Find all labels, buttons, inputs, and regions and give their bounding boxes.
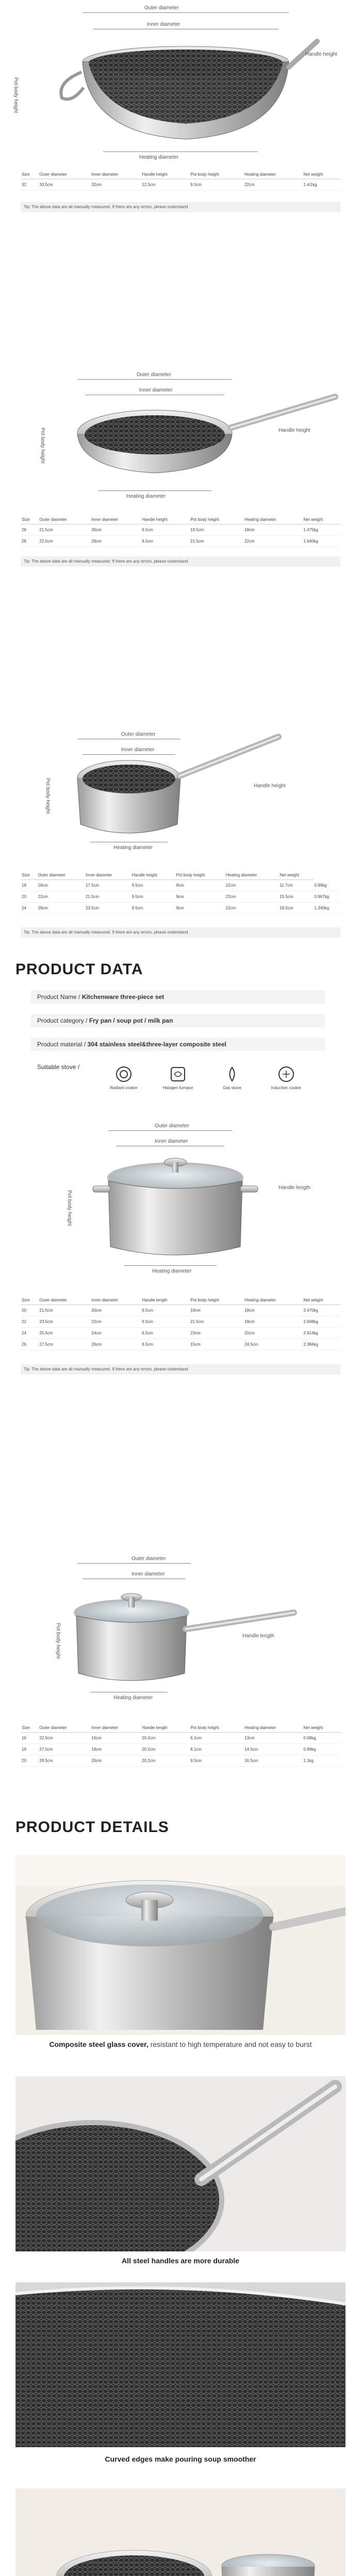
table-cell: 17.5cm	[85, 880, 131, 891]
detail-caption-3	[0, 2455, 361, 2463]
table-cell: 20	[21, 1755, 38, 1767]
table-header-cell: Handle length	[141, 1296, 189, 1305]
table-header-cell: Heating diameter	[243, 170, 302, 179]
table-header-cell: Heating diameter	[243, 1723, 302, 1733]
gas-stove-icon	[223, 1065, 241, 1083]
product4-heating-line	[124, 1265, 217, 1266]
stove-item	[260, 1065, 312, 1090]
table-cell: 9cm	[175, 891, 225, 903]
product2-table-body	[21, 524, 340, 547]
product5-size-table	[21, 1723, 340, 1767]
product1-size-table	[21, 170, 340, 191]
table-header-cell: Inner diameter	[90, 1296, 141, 1305]
stove-item	[206, 1065, 258, 1090]
table-cell: 18cm	[243, 1305, 302, 1316]
table-header-cell: Net weight	[278, 871, 313, 880]
table-cell: 21.5cm	[38, 524, 90, 536]
table-cell: 26	[21, 1339, 38, 1350]
table-cell: 0.967kg	[314, 891, 340, 903]
table-cell: 24cm	[90, 1328, 141, 1339]
table-cell: 24	[21, 903, 37, 914]
table-cell: 20cm	[90, 1305, 141, 1316]
product4-outer-line	[108, 1130, 232, 1131]
table-cell: 32	[21, 179, 38, 191]
product3-table-body	[21, 880, 340, 914]
product-material-row: Product material / 304 stainless steel&three-layer composite steel	[31, 1038, 325, 1051]
product2-outer-line	[77, 379, 232, 380]
table-cell: 16	[21, 1733, 38, 1744]
product1-handle-height-label: Handle height	[305, 52, 337, 57]
table-cell: 2.384kg	[302, 1339, 340, 1350]
table-header-cell: Inner diameter	[90, 515, 141, 524]
table-cell: 16cm	[90, 1733, 141, 1744]
table-cell: 26	[21, 524, 38, 536]
table-row	[21, 1339, 340, 1350]
product3-handle-height-label: Handle height	[254, 783, 286, 789]
product-category-value: Fry pan / soup pot / milk pan	[89, 1017, 173, 1024]
product-material-value: 304 stainless steel&three-layer composite steel	[87, 1041, 226, 1048]
table-cell: 26cm	[90, 1339, 141, 1350]
table-row	[21, 1744, 340, 1755]
table-header-cell: Handle length	[141, 1723, 189, 1733]
product4-outer-diameter-label: Outer diameter	[155, 1123, 189, 1129]
table-cell: 19.5cm	[189, 524, 243, 536]
table-cell: 11.7cm	[278, 880, 313, 891]
table-cell: 21.5cm	[189, 1316, 243, 1328]
table-cell: 32cm	[90, 179, 141, 191]
stove-name: Radiant cooker	[110, 1086, 138, 1090]
detail-photo-mirror-polished	[15, 2488, 346, 2576]
product1-table-body	[21, 179, 340, 191]
detail-caption-3-bold: Curved edges make pouring soup smoother	[105, 2455, 256, 2463]
table-header-cell: Pot body height	[175, 871, 225, 880]
table-row	[21, 891, 340, 903]
product-category-row: Product category / Fry pan / soup pot / milk pan	[31, 1014, 325, 1027]
table-cell: 9.5cm	[189, 1755, 243, 1767]
table-cell: 18cm	[243, 1316, 302, 1328]
product5-outer-diameter-label: Outer diameter	[132, 1556, 166, 1562]
table-header-cell: Outer diameter	[38, 170, 90, 179]
table-cell: 20	[21, 891, 37, 903]
table-cell: 28.5cm	[38, 1755, 90, 1767]
table-cell: 22cm	[225, 880, 279, 891]
table-cell: 22	[21, 1316, 38, 1328]
table-cell: 25.5cm	[38, 1328, 90, 1339]
table-cell: 2.698kg	[302, 1316, 340, 1328]
detail-caption-1-rest: resistant to high temperature and not easy to burst	[148, 2040, 312, 2048]
table-cell: 9cm	[175, 880, 225, 891]
product1-heating-diameter-label: Heating diameter	[139, 155, 179, 160]
table-header-cell: Size	[21, 1296, 38, 1305]
table-header-cell: Inner diameter	[90, 170, 141, 179]
product-data-title: PRODUCT DATA	[15, 961, 143, 978]
table-cell: 23.5cm	[85, 903, 131, 914]
product3-heating-diameter-label: Heating diameter	[113, 845, 153, 851]
table-cell: 6.5cm	[141, 1316, 189, 1328]
table-header-cell: Net weight	[302, 1296, 340, 1305]
product1-table-header	[21, 170, 340, 179]
table-header-cell: Heating diameter	[225, 871, 279, 880]
product2-heating-diameter-label: Heating diameter	[126, 494, 166, 499]
table-header-cell: Heating diameter	[243, 515, 302, 524]
product5-table-body	[21, 1733, 340, 1767]
table-row	[21, 179, 340, 191]
table-cell: 1.1kg	[302, 1755, 340, 1767]
table-cell: 20.2cm	[141, 1755, 189, 1767]
table-cell: 0.68kg	[302, 1733, 340, 1744]
table-header-cell: Pot body height	[189, 170, 243, 179]
product1-inner-diameter-label: Inner diameter	[147, 22, 180, 27]
product4-size-table	[21, 1296, 340, 1350]
frying-pan-illustration	[57, 392, 346, 495]
product3-table-header	[21, 871, 340, 880]
suitable-stove-label: Suitable stove	[37, 1063, 76, 1071]
table-cell: 19cm	[189, 1305, 243, 1316]
table-cell: 6.1cm	[189, 1733, 243, 1744]
product-material-label: Product material	[37, 1041, 83, 1048]
table-cell: 1.640kg	[302, 536, 340, 547]
product1-tip: Tip: The above data are all manually measured. If there are any errors, please understand	[21, 202, 340, 212]
table-cell: 2.470kg	[302, 1305, 340, 1316]
table-cell: 9cm	[175, 903, 225, 914]
product1-outer-line	[83, 12, 289, 13]
product-name-label: Product Name	[37, 993, 77, 1001]
table-cell: 1.475kg	[302, 524, 340, 536]
table-cell: 18	[21, 1744, 38, 1755]
table-header-cell: Size	[21, 515, 38, 524]
table-cell: 26cm	[37, 903, 85, 914]
product2-size-table	[21, 515, 340, 547]
stove-item	[152, 1065, 204, 1090]
table-cell: 9.5cm	[131, 880, 175, 891]
product4-tip: Tip: The above data are all manually measured. If there are any errors, please understand	[21, 1364, 340, 1375]
table-cell: 23cm	[189, 1328, 243, 1339]
product1-outer-diameter-label: Outer diameter	[144, 5, 179, 11]
detail-caption-1-bold: Composite steel glass cover,	[49, 2040, 149, 2048]
table-cell: 9.5cm	[131, 891, 175, 903]
table-row	[21, 903, 340, 914]
stove-name: Halogen furnace	[162, 1086, 193, 1090]
table-header-cell: Net weight	[302, 1723, 340, 1733]
table-header-cell: Outer diameter	[37, 871, 85, 880]
product5-heating-diameter-label: Heating diameter	[113, 1695, 153, 1701]
product2-outer-diameter-label: Outer diameter	[137, 372, 171, 378]
table-cell: 18cm	[37, 880, 85, 891]
table-cell: 14.5cm	[243, 1744, 302, 1755]
table-row	[21, 524, 340, 536]
table-header-cell: Handle height	[141, 515, 189, 524]
product5-outer-line	[77, 1563, 191, 1564]
detail-photo-curved-edges	[15, 2282, 346, 2447]
table-cell: 24.5cm	[243, 1339, 302, 1350]
table-cell: 1.4/1kg	[302, 179, 340, 191]
table-row	[21, 536, 340, 547]
milk-pan-illustration	[67, 1582, 304, 1700]
product2-tip: Tip: The above data are all manually measured. If there are any errors, please understand	[21, 556, 340, 567]
product4-heating-diameter-label: Heating diameter	[152, 1268, 192, 1274]
table-header-cell: Heating diameter	[243, 1296, 302, 1305]
product2-heating-line	[98, 490, 211, 491]
table-row	[21, 1755, 340, 1767]
table-header-cell: Net weight	[302, 515, 340, 524]
table-cell: 0.99kg	[314, 880, 340, 891]
product5-inner-diameter-label: Inner diameter	[132, 1571, 165, 1577]
table-cell: 22cm	[243, 536, 302, 547]
table-cell: 20.2cm	[141, 1733, 189, 1744]
product1-pot-body-height-label: Pot body height	[13, 77, 19, 113]
table-cell: 20cm	[90, 1755, 141, 1767]
detail-caption-1	[0, 2040, 361, 2048]
table-header-cell: Net weight	[302, 170, 340, 179]
stove-icons	[98, 1065, 315, 1096]
product-name-row: Product Name / Kitchenware three-piece set	[31, 990, 325, 1004]
table-cell: 33.5cm	[38, 179, 90, 191]
table-header-cell: Handle height	[131, 871, 175, 880]
table-cell: 16.5cm	[243, 1755, 302, 1767]
product2-handle-height-label: Handle height	[278, 428, 310, 433]
table-cell: 22cm	[225, 891, 279, 903]
suitable-stove-row: Suitable stove /	[31, 1060, 325, 1096]
detail-photo-glass-cover	[15, 1855, 346, 2035]
table-header-cell: Size	[21, 871, 37, 880]
product4-handle-length-label: Handle length	[278, 1185, 310, 1191]
product-name-value: Kitchenware three-piece set	[81, 993, 165, 1001]
product-details-title: PRODUCT DETAILS	[15, 1819, 169, 1836]
table-header-cell: Outer diameter	[38, 1723, 90, 1733]
table-cell: 20	[21, 1305, 38, 1316]
table-cell: 18cm	[90, 1744, 141, 1755]
table-row	[21, 1328, 340, 1339]
product4-pot-body-height-label: Pot body height	[67, 1190, 72, 1226]
table-cell: 0.99kg	[302, 1744, 340, 1755]
table-cell: 26cm	[90, 524, 141, 536]
table-header-cell: Size	[21, 170, 38, 179]
stove-name: Gas stove	[222, 1086, 241, 1090]
product5-handle-length-label: Handle length	[242, 1633, 274, 1639]
table-header-cell: Inner diameter	[90, 1723, 141, 1733]
stove-name: Induction cooker	[271, 1086, 302, 1090]
product5-table-header	[21, 1723, 340, 1733]
table-header-cell: Pot body height	[189, 515, 243, 524]
table-row	[21, 880, 340, 891]
induction-cooker-icon	[277, 1065, 295, 1083]
table-cell: 15.5cm	[278, 891, 313, 903]
table-cell: 6.5cm	[141, 1305, 189, 1316]
detail-photo-steel-handle	[15, 2076, 346, 2251]
product2-inner-diameter-label: Inner diameter	[139, 387, 173, 393]
product3-outer-diameter-label: Outer diameter	[121, 732, 156, 737]
table-header-cell: Inner diameter	[85, 871, 131, 880]
product-category-label: Product category	[37, 1017, 84, 1024]
table-cell: 27.5cm	[38, 1744, 90, 1755]
table-cell: 28cm	[90, 536, 141, 547]
table-row	[21, 1316, 340, 1328]
product3-pot-body-height-label: Pot body height	[45, 778, 51, 814]
table-cell: 9.5cm	[189, 179, 243, 191]
table-row	[21, 1733, 340, 1744]
table-header-cell: Size	[21, 1723, 38, 1733]
table-cell: 22cm	[225, 903, 279, 914]
table-cell: 6.5cm	[141, 1328, 189, 1339]
table-cell: 12.5cm	[141, 179, 189, 191]
table-header-cell: Pot body height	[189, 1296, 243, 1305]
table-header-cell: Handle height	[141, 170, 189, 179]
table-cell: 22cm	[90, 1316, 141, 1328]
table-cell: 20.2cm	[141, 1744, 189, 1755]
table-cell: 15cm	[189, 1339, 243, 1350]
table-cell: 21.5cm	[38, 1305, 90, 1316]
product3-inner-diameter-label: Inner diameter	[121, 747, 155, 753]
table-cell: 21.5cm	[189, 536, 243, 547]
detail-caption-2	[0, 2257, 361, 2265]
wok-illustration	[36, 26, 325, 160]
table-cell: 8.1cm	[189, 1744, 243, 1755]
table-cell: 20cm	[243, 1328, 302, 1339]
table-cell: 28	[21, 536, 38, 547]
stock-pot-illustration	[77, 1149, 273, 1267]
table-cell: 6.5cm	[141, 524, 189, 536]
table-cell: 6.5cm	[141, 1339, 189, 1350]
halogen-furnace-icon	[169, 1065, 187, 1083]
product1-heating-line	[103, 151, 258, 152]
table-cell: 23.5cm	[38, 1316, 90, 1328]
table-cell: 2.914kg	[302, 1328, 340, 1339]
table-header-cell: Outer diameter	[38, 515, 90, 524]
product5-pot-body-height-label: Pot body height	[55, 1623, 61, 1659]
table-cell: 6.5cm	[141, 536, 189, 547]
product4-table-header	[21, 1296, 340, 1305]
table-cell: 21.5cm	[85, 891, 131, 903]
table-cell: 24	[21, 1328, 38, 1339]
table-cell: 18.5cm	[278, 903, 313, 914]
product2-pot-body-height-label: Pot body height	[40, 428, 45, 464]
table-row	[21, 1305, 340, 1316]
saucepan-illustration	[62, 732, 299, 850]
table-cell: 1.340kg	[314, 903, 340, 914]
table-cell: 13cm	[243, 1733, 302, 1744]
product3-tip: Tip: The above data are all manually measured. If there are any errors, please understand	[21, 927, 340, 938]
table-cell: 22cm	[243, 179, 302, 191]
product4-inner-diameter-label: Inner diameter	[155, 1139, 188, 1144]
table-cell: 22.5cm	[38, 536, 90, 547]
table-header-cell: Outer diameter	[38, 1296, 90, 1305]
product2-table-header	[21, 515, 340, 524]
table-cell: 9.5cm	[131, 903, 175, 914]
table-cell: 27.5cm	[38, 1339, 90, 1350]
stove-item	[98, 1065, 150, 1090]
product4-table-body	[21, 1305, 340, 1350]
table-cell: 18cm	[243, 524, 302, 536]
table-cell: 22.5cm	[38, 1733, 90, 1744]
radiant-cooker-icon	[115, 1065, 133, 1083]
product3-size-table	[21, 871, 340, 914]
table-cell: 22cm	[37, 891, 85, 903]
table-header-cell: Pot body height	[189, 1723, 243, 1733]
table-cell: 18	[21, 880, 37, 891]
detail-caption-2-bold: All steel handles are more durable	[122, 2257, 239, 2265]
